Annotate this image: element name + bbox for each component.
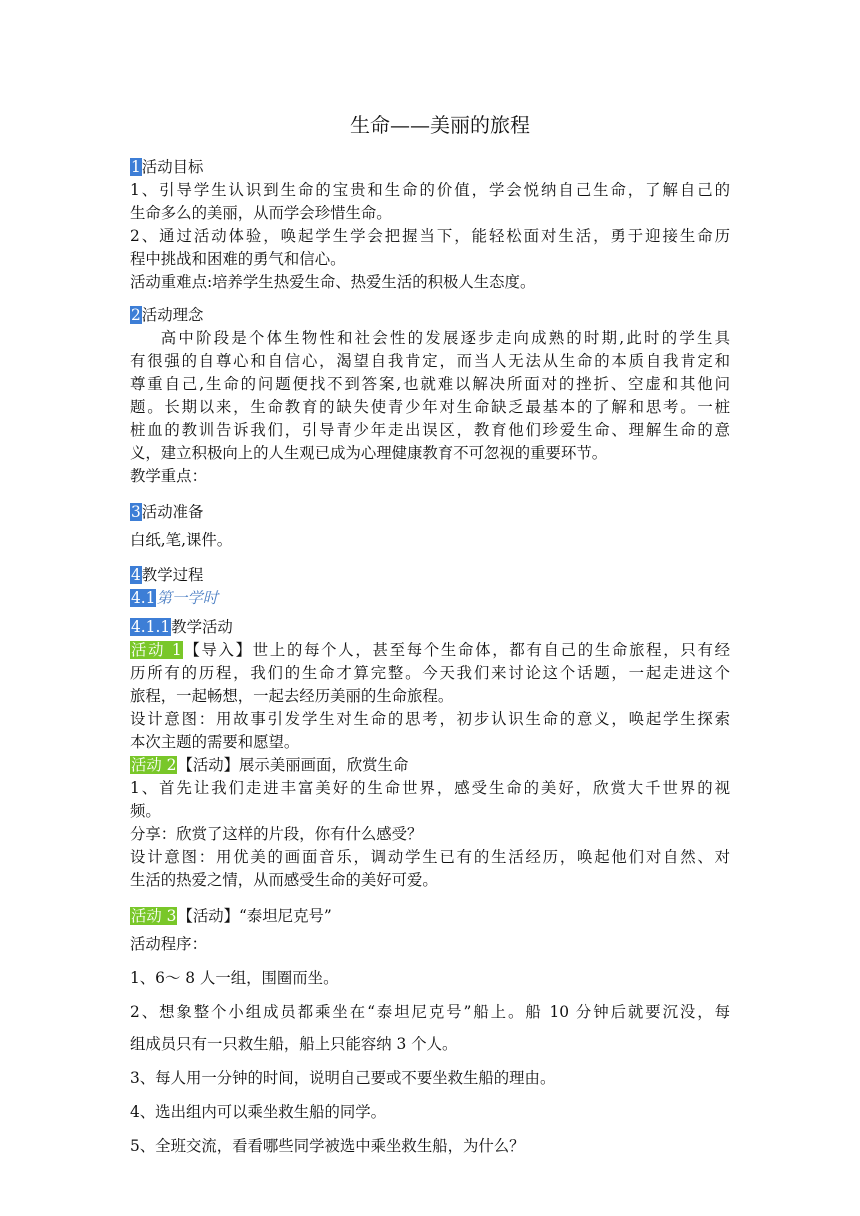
subsubsection-number: 4.1.1 — [131, 618, 171, 636]
paragraph-line: 尊重自己,生命的问题便找不到答案,也就难以解决所面对的挫折、空虚和其他问 — [130, 375, 730, 393]
section-number: 1 — [131, 158, 141, 176]
paragraph-line: 历所有的历程，我们的生命才算完整。今天我们来讨论这个话题，一起走进这个 — [130, 664, 730, 682]
paragraph-line: 活动程序： — [130, 935, 207, 953]
section-activity-concept — [130, 304, 730, 488]
section-number: 4 — [131, 566, 141, 584]
list-item: 3、每人用一分钟的时间，说明自己要或不要坐救生船的理由。 — [130, 1069, 556, 1087]
paragraph-line: 程中挑战和困难的勇气和信心。 — [130, 250, 346, 268]
paragraph-line: 高中阶段是个体生物性和社会性的发展逐步走向成熟的时期,此时的学生具 — [160, 329, 730, 347]
activity-tag: 活动 3 — [131, 907, 177, 925]
paragraph-line: 生命多么的美丽，从而学会珍惜生命。 — [130, 204, 392, 222]
paragraph-line: 教学重点： — [130, 467, 207, 485]
page-title: 生命——美丽的旅程 — [350, 113, 530, 137]
list-item: 1、6～ 8 人一组，围圈而坐。 — [130, 969, 339, 987]
subsubsection-heading: 教学活动 — [171, 618, 233, 636]
paragraph-line: 题。长期以来，生命教育的缺失使青少年对生命缺乏最基本的了解和思考。一桩 — [130, 398, 730, 416]
section-heading: 活动理念 — [141, 306, 204, 324]
section-activity-goals — [130, 156, 730, 294]
activity-tag: 活动 1 — [131, 641, 182, 659]
list-item: 4、选出组内可以乘坐救生船的同学。 — [130, 1103, 387, 1121]
paragraph-line: 2、通过活动体验，唤起学生学会把握当下，能轻松面对生活，勇于迎接生命历 — [130, 227, 730, 245]
activity-tag: 活动 2 — [131, 756, 177, 774]
section-heading: 活动准备 — [141, 503, 204, 521]
section-heading: 教学过程 — [141, 566, 204, 584]
paragraph-line: 桩血的教训告诉我们，引导青少年走出误区，教育他们珍爱生命、理解生命的意 — [130, 421, 730, 439]
paragraph-line: 【活动】“泰坦尼克号” — [177, 907, 332, 925]
paragraph-line: 分享：欣赏了这样的片段，你有什么感受？ — [130, 825, 423, 843]
section-number: 2 — [131, 306, 141, 324]
section-number: 3 — [131, 503, 141, 521]
paragraph-line: 旅程，一起畅想，一起去经历美丽的生命旅程。 — [130, 687, 454, 705]
paragraph-line: 【导入】世上的每个人，甚至每个生命体，都有自己的生命旅程，只有经 — [182, 641, 730, 659]
paragraph-line: 1、首先让我们走进丰富美好的生命世界，感受生命的美好，欣赏大千世界的视 — [130, 779, 730, 797]
subsection-heading: 第一学时 — [156, 589, 219, 607]
paragraph-line: 1、引导学生认识到生命的宝贵和生命的价值，学会悦纳自己生命，了解自己的 — [130, 181, 730, 199]
paragraph-line: 白纸,笔,课件。 — [130, 531, 233, 549]
paragraph-line: 设计意图：用故事引发学生对生命的思考，初步认识生命的意义，唤起学生探索 — [130, 710, 730, 728]
paragraph-line: 有很强的自尊心和自信心，渴望自我肯定，而当人无法从生命的本质自我肯定和 — [130, 352, 730, 370]
paragraph-line: 义，建立积极向上的人生观已成为心理健康教育不可忽视的重要环节。 — [130, 444, 608, 462]
subsection-number: 4.1 — [131, 589, 156, 607]
paragraph-line: 【活动】展示美丽画面，欣赏生命 — [177, 756, 409, 774]
list-item: 2、想象整个小组成员都乘坐在“泰坦尼克号”船上。船 10 分钟后就要沉没，每 — [130, 1003, 730, 1021]
paragraph-line: 设计意图：用优美的画面音乐，调动学生已有的生活经历，唤起他们对自然、对 — [130, 848, 730, 866]
section-heading: 活动目标 — [141, 158, 204, 176]
list-item: 组成员只有一只救生船，船上只能容纳 3 个人。 — [130, 1035, 458, 1053]
section-teaching-process — [130, 564, 730, 1160]
section-activity-prep — [130, 498, 730, 554]
paragraph-line: 生活的热爱之情，从而感受生命的美好可爱。 — [130, 871, 438, 889]
document-page — [130, 110, 730, 1160]
paragraph-line: 活动重难点:培养学生热爱生命、热爱生活的积极人生态度。 — [130, 273, 536, 291]
list-item: 5、全班交流，看看哪些同学被选中乘坐救生船，为什么？ — [130, 1137, 525, 1155]
paragraph-line: 频。 — [130, 802, 161, 820]
paragraph-line: 本次主题的需要和愿望。 — [130, 733, 300, 751]
